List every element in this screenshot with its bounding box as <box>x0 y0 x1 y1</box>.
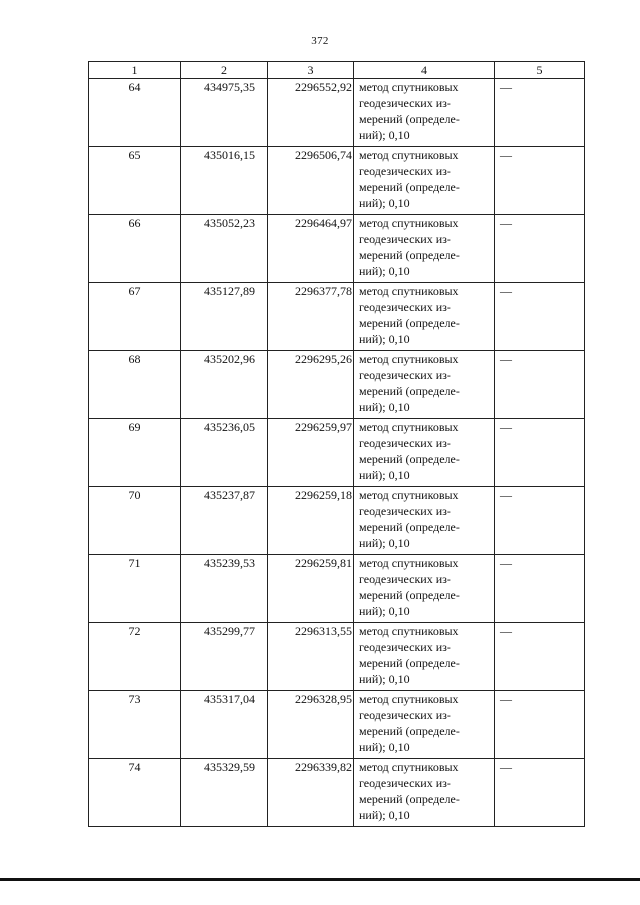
method-line: геодезических из- <box>359 708 451 722</box>
footer-rule <box>0 878 640 881</box>
note-cell: — <box>495 759 585 827</box>
y-coordinate-cell: 2296377,78 <box>268 283 354 351</box>
x-coordinate-cell: 435329,59 <box>181 759 268 827</box>
method-line: ний); 0,10 <box>359 468 410 482</box>
method-line: геодезических из- <box>359 368 451 382</box>
method-line: мерений (определе- <box>359 656 460 670</box>
point-number-cell: 66 <box>89 215 181 283</box>
table-row <box>89 419 585 487</box>
method-line: метод спутниковых <box>359 80 459 94</box>
y-coordinate-cell: 2296259,81 <box>268 555 354 623</box>
table-row <box>89 351 585 419</box>
x-coordinate-cell: 435052,23 <box>181 215 268 283</box>
table-row <box>89 555 585 623</box>
y-coordinate-cell: 2296259,97 <box>268 419 354 487</box>
method-line: геодезических из- <box>359 572 451 586</box>
method-line: геодезических из- <box>359 164 451 178</box>
point-number-cell: 74 <box>89 759 181 827</box>
table-header <box>89 62 585 79</box>
table-row <box>89 79 585 147</box>
method-line: метод спутниковых <box>359 624 459 638</box>
method-line: метод спутниковых <box>359 216 459 230</box>
method-cell <box>354 759 495 827</box>
method-line: ний); 0,10 <box>359 264 410 278</box>
note-cell: — <box>495 283 585 351</box>
table-row <box>89 623 585 691</box>
method-line: геодезических из- <box>359 640 451 654</box>
table-row <box>89 759 585 827</box>
method-line: мерений (определе- <box>359 180 460 194</box>
method-line: геодезических из- <box>359 232 451 246</box>
method-cell <box>354 623 495 691</box>
note-cell: — <box>495 691 585 759</box>
y-coordinate-cell: 2296552,92 <box>268 79 354 147</box>
method-cell <box>354 351 495 419</box>
method-cell <box>354 691 495 759</box>
method-cell <box>354 555 495 623</box>
column-header-4: 4 <box>354 62 495 79</box>
y-coordinate-cell: 2296328,95 <box>268 691 354 759</box>
method-line: мерений (определе- <box>359 384 460 398</box>
note-cell: — <box>495 555 585 623</box>
point-number-cell: 71 <box>89 555 181 623</box>
point-number-cell: 69 <box>89 419 181 487</box>
method-line: мерений (определе- <box>359 248 460 262</box>
method-line: мерений (определе- <box>359 792 460 806</box>
point-number-cell: 73 <box>89 691 181 759</box>
header-row <box>89 62 585 79</box>
table-row <box>89 283 585 351</box>
column-header-3: 3 <box>268 62 354 79</box>
note-cell: — <box>495 215 585 283</box>
method-line: ний); 0,10 <box>359 196 410 210</box>
point-number-cell: 72 <box>89 623 181 691</box>
table-row <box>89 147 585 215</box>
note-cell: — <box>495 351 585 419</box>
note-cell: — <box>495 623 585 691</box>
point-number-cell: 68 <box>89 351 181 419</box>
x-coordinate-cell: 435239,53 <box>181 555 268 623</box>
method-line: метод спутниковых <box>359 760 459 774</box>
note-cell: — <box>495 419 585 487</box>
method-line: мерений (определе- <box>359 724 460 738</box>
method-cell <box>354 283 495 351</box>
method-line: ний); 0,10 <box>359 128 410 142</box>
method-line: метод спутниковых <box>359 284 459 298</box>
x-coordinate-cell: 434975,35 <box>181 79 268 147</box>
method-line: мерений (определе- <box>359 520 460 534</box>
method-cell <box>354 419 495 487</box>
method-line: мерений (определе- <box>359 452 460 466</box>
method-line: геодезических из- <box>359 96 451 110</box>
point-number-cell: 64 <box>89 79 181 147</box>
method-line: метод спутниковых <box>359 692 459 706</box>
method-line: ний); 0,10 <box>359 740 410 754</box>
note-cell: — <box>495 79 585 147</box>
method-line: геодезических из- <box>359 776 451 790</box>
method-line: мерений (определе- <box>359 588 460 602</box>
method-line: геодезических из- <box>359 504 451 518</box>
y-coordinate-cell: 2296506,74 <box>268 147 354 215</box>
method-line: ний); 0,10 <box>359 672 410 686</box>
method-line: ний); 0,10 <box>359 536 410 550</box>
note-cell: — <box>495 487 585 555</box>
table-row <box>89 487 585 555</box>
column-header-5: 5 <box>495 62 585 79</box>
x-coordinate-cell: 435127,89 <box>181 283 268 351</box>
method-line: метод спутниковых <box>359 352 459 366</box>
method-cell <box>354 147 495 215</box>
x-coordinate-cell: 435016,15 <box>181 147 268 215</box>
table-body <box>89 79 585 827</box>
point-number-cell: 67 <box>89 283 181 351</box>
method-line: ний); 0,10 <box>359 332 410 346</box>
method-line: метод спутниковых <box>359 488 459 502</box>
method-line: ний); 0,10 <box>359 400 410 414</box>
note-cell: — <box>495 147 585 215</box>
x-coordinate-cell: 435299,77 <box>181 623 268 691</box>
table-row <box>89 215 585 283</box>
y-coordinate-cell: 2296464,97 <box>268 215 354 283</box>
coordinates-table <box>88 61 585 827</box>
x-coordinate-cell: 435317,04 <box>181 691 268 759</box>
column-header-1: 1 <box>89 62 181 79</box>
method-line: ний); 0,10 <box>359 604 410 618</box>
x-coordinate-cell: 435202,96 <box>181 351 268 419</box>
point-number-cell: 70 <box>89 487 181 555</box>
method-line: геодезических из- <box>359 436 451 450</box>
method-line: метод спутниковых <box>359 148 459 162</box>
method-line: метод спутниковых <box>359 556 459 570</box>
table-row <box>89 691 585 759</box>
x-coordinate-cell: 435236,05 <box>181 419 268 487</box>
y-coordinate-cell: 2296313,55 <box>268 623 354 691</box>
y-coordinate-cell: 2296259,18 <box>268 487 354 555</box>
method-cell <box>354 215 495 283</box>
page-number: 372 <box>311 35 329 47</box>
y-coordinate-cell: 2296295,26 <box>268 351 354 419</box>
method-line: мерений (определе- <box>359 316 460 330</box>
column-header-2: 2 <box>181 62 268 79</box>
x-coordinate-cell: 435237,87 <box>181 487 268 555</box>
method-line: геодезических из- <box>359 300 451 314</box>
method-line: ний); 0,10 <box>359 808 410 822</box>
method-cell <box>354 79 495 147</box>
method-cell <box>354 487 495 555</box>
method-line: метод спутниковых <box>359 420 459 434</box>
y-coordinate-cell: 2296339,82 <box>268 759 354 827</box>
method-line: мерений (определе- <box>359 112 460 126</box>
point-number-cell: 65 <box>89 147 181 215</box>
